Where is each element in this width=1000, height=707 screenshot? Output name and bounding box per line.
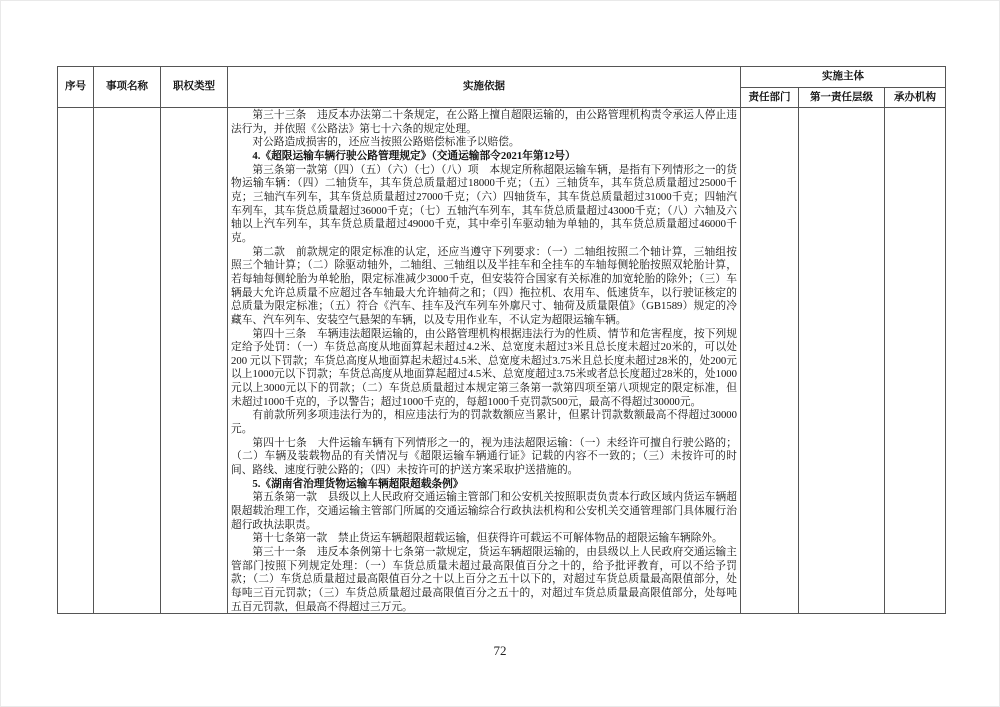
header-handling-agency: 承办机构 xyxy=(885,88,946,108)
page-number: 72 xyxy=(493,643,507,658)
legal-paragraph: 第三十一条 违反本条例第十七条第一款规定，货运车辆超限运输的，由县级以上人民政府交通运输主管部门按照下列规定处理：（一）车货总质量未超过最高限值百分之十的，给予批评教育，可以不给予罚款；（二）车货总质量超过最高限值百分之十以上百分之五十以下的，对超过车货总质量最高限值部分，处每吨三百元罚款；（三）车货总质量超过最高限值百分之五十的，对超过车货总质量最高限值部分，处每吨五百元罚款，但最高不得超过三万元。 xyxy=(231,546,737,612)
implementation-basis-content xyxy=(228,108,740,612)
cell-implementation-basis xyxy=(228,108,741,614)
legal-source-heading: 4.《超限运输车辆行驶公路管理规定》（交通运输部令2021年第12号） xyxy=(252,149,576,162)
header-first-responsibility-level: 第一责任层级 xyxy=(799,88,885,108)
table-row xyxy=(58,108,946,614)
cell-item-name xyxy=(94,108,161,614)
header-item-name: 事项名称 xyxy=(94,67,161,108)
legal-paragraph: 第四十七条 大件运输车辆有下列情形之一的，视为违法超限运输：（一）未经许可擅自行驶公路的；（二）车辆及装载物品的有关情况与《超限运输车辆通行证》记载的内容不一致的；（三）未按许可的时间、路线、速度行驶公路的；（四）未按许可的护送方案采取护送措施的。 xyxy=(231,436,737,477)
legal-source-heading: 5.《湖南省治理货物运输车辆超限超载条例》 xyxy=(252,477,464,490)
legal-paragraph: 第五条第一款 县级以上人民政府交通运输主管部门和公安机关按照职责负责本行政区域内货运车辆超限超载治理工作，交通运输主管部门所属的交通运输综合行政执法机构和公安机关交通管理部门具体履行治超行政执法职责。 xyxy=(231,491,737,531)
cell-handling-agency xyxy=(885,108,946,614)
cell-seq xyxy=(58,108,94,614)
legal-paragraph: 第二款 前款规定的限定标准的认定，还应当遵守下列要求：（一）二轴组按照二个轴计算，三轴组按照三个轴计算；（二）除驱动轴外，二轴组、三轴组以及半挂车和全挂车的车轴每侧轮胎按照双轮胎计算，若每轴每侧轮胎为单轮胎，限定标准减少3000千克，但安装符合国家有关标准的加宽轮胎的除外；（三）车辆最大允许总质量不应超过各车轴最大允许轴荷之和；（四）拖拉机、农用车、低速货车，以行驶证核定的总质量为限定标准；（五）符合《汽车、挂车及汽车列车外廓尺寸、轴荷及质量限值》（GB1589）规定的冷藏车、汽车列车、安装空气悬架的车辆，以及专用作业车，不认定为超限运输车辆。 xyxy=(231,245,737,326)
cell-authority-type xyxy=(161,108,228,614)
header-responsible-department: 责任部门 xyxy=(741,88,799,108)
cell-first-responsibility-level xyxy=(799,108,885,614)
legal-paragraph: 第四十三条 车辆违法超限运输的，由公路管理机构根据违法行为的性质、情节和危害程度，按下列规定给予处罚：（一）车货总高度从地面算起未超过4.2米、总宽度未超过3米且总长度未超过20米的，可以处200 元以下罚款；车货总高度从地面算起未超过4.5米、总宽度未超过3.75米且总长度未超过28米的，处200元以上1000元以下罚款；车货总高度从地面算起超过4.5米、总宽度超过3.75米或者总长度超过28米的，处1000元以上3000元以下的罚款；（二）车货总质量超过本规定第三条第一款第四项至第八项规定的限定标准，但未超过1000千克的，予以警告；超过1000千克的，每超1000千克罚款500元，最高不得超过30000元。 xyxy=(231,327,737,408)
legal-paragraph: 第三十三条 违反本办法第二十条规定，在公路上擅自超限运输的，由公路管理机构责令承运人停止违法行为，并依照《公路法》第七十六条的规定处理。 xyxy=(231,109,737,135)
authority-matrix-table xyxy=(57,66,946,614)
header-implementation-subject: 实施主体 xyxy=(741,67,946,88)
legal-paragraph: 第三条第一款第（四）（五）（六）（七）（八）项 本规定所称超限运输车辆，是指有下列情形之一的货物运输车辆：（四）二轴货车，其车货总质量超过18000千克；（五）三轴货车，其车货总质量超过25000千克；三轴汽车列车，其车货总质量超过27000千克；（六）四轴货车，其车货总质量超过31000千克；四轴汽车列车，其车货总质量超过36000千克；（七）五轴汽车列车，其车货总质量超过43000千克；（八）六轴及六轴以上汽车列车，其车货总质量超过49000千克，其中牵引车驱动轴为单轴的，其车货总质量超过46000千克。 xyxy=(231,163,737,244)
header-implementation-basis: 实施依据 xyxy=(228,67,741,108)
legal-paragraph: 第十七条第一款 禁止货运车辆超限超载运输，但获得许可载运不可解体物品的超限运输车辆除外。 xyxy=(252,532,723,545)
legal-paragraph: 有前款所列多项违法行为的，相应违法行为的罚款数额应当累计，但累计罚款数额最高不得超过30000元。 xyxy=(231,409,737,436)
cell-responsible-department xyxy=(741,108,799,614)
header-authority-type: 职权类型 xyxy=(161,67,228,108)
legal-paragraph: 对公路造成损害的，还应当按照公路赔偿标准予以赔偿。 xyxy=(252,136,520,149)
header-seq: 序号 xyxy=(58,67,94,108)
